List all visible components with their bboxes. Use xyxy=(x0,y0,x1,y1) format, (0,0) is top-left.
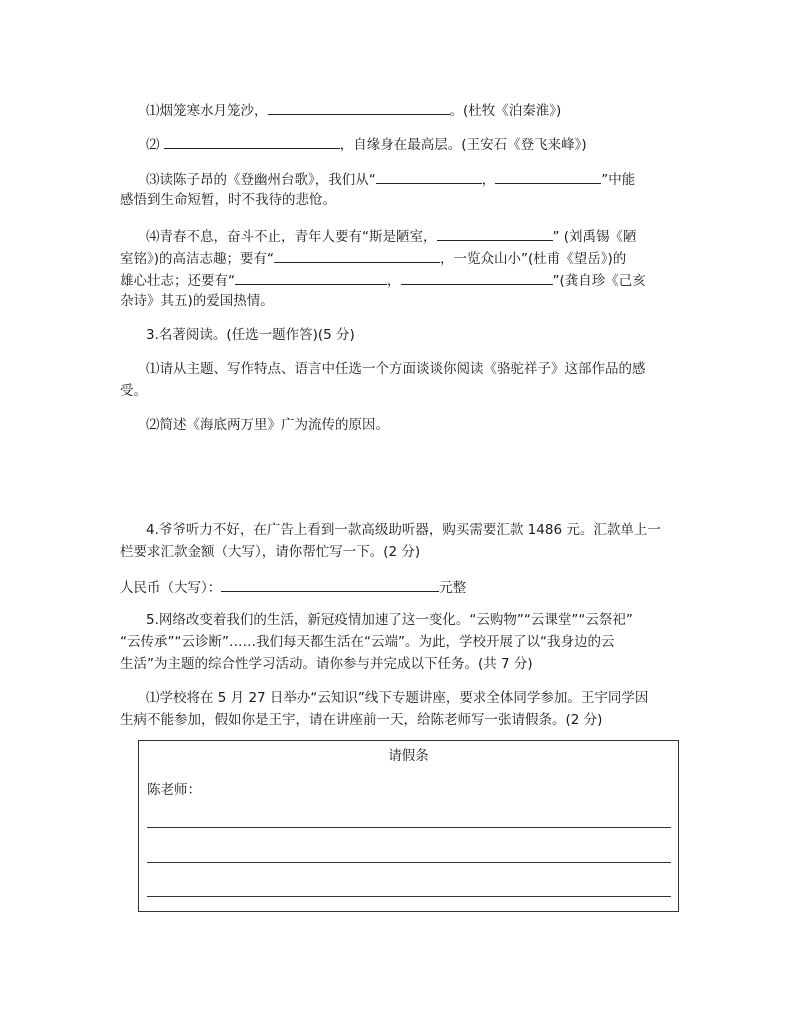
q2-item4-line2-before: 室铭》)的高洁志趣；要有“ xyxy=(120,251,275,267)
leave-note-title: 请假条 xyxy=(388,748,429,764)
answer-blank[interactable] xyxy=(268,98,450,115)
q2-item2-after: ，自缘身在最高层。(王安石《登飞来峰》) xyxy=(339,137,587,153)
answer-blank[interactable] xyxy=(437,224,553,241)
q4-answer-suffix: 元整 xyxy=(439,580,467,596)
q4-line2: 栏要求汇款金额（大写），请你帮忙写一下。(2 分) xyxy=(120,544,421,560)
q2-item1-before: ⑴烟笼寒水月笼沙， xyxy=(146,103,268,119)
writing-line[interactable] xyxy=(147,827,671,828)
leave-note-box xyxy=(138,740,679,912)
q3-sub1-line1: ⑴请从主题、写作特点、语言中任选一个方面谈谈你阅读《骆驼祥子》这部作品的感 xyxy=(146,361,646,377)
q5-sub1-line2: 生病不能参加，假如你是王宇，请在讲座前一天，给陈老师写一张请假条。(2 分) xyxy=(120,712,603,728)
q2-item3-mid: ， xyxy=(481,172,496,188)
q2-item4-line1 xyxy=(146,224,680,248)
q2-item4-line4: 杂诗》其五)的爱国热情。 xyxy=(120,293,274,309)
answer-blank[interactable] xyxy=(164,132,340,149)
answer-blank[interactable] xyxy=(495,167,601,184)
q2-item4-line3-before: 雄心壮志；还要有“ xyxy=(120,273,235,289)
q4-line1: 4.爷爷听力不好，在广告上看到一款高级助听器，购买需要汇款 1486 元。汇款单上一 xyxy=(146,522,661,538)
q2-item4-after: ” (刘禹锡《陋 xyxy=(552,229,637,245)
q2-item3-line1 xyxy=(146,167,680,191)
q2-item1-after: 。(杜牧《泊秦淮》) xyxy=(449,103,562,119)
q3-heading: 3.名著阅读。(任选一题作答)(5 分) xyxy=(146,327,355,343)
q3-sub1-line2: 受。 xyxy=(120,383,147,399)
q5-line3: 生活”为主题的综合性学习活动。请你参与并完成以下任务。(共 7 分) xyxy=(120,656,533,672)
q2-item2 xyxy=(146,132,680,156)
q2-item4-line3-after: ”(龚自珍《己亥 xyxy=(552,273,646,289)
q4-answer-prefix: 人民币（大写）： xyxy=(120,580,222,596)
answer-blank[interactable] xyxy=(274,246,440,263)
q5-line1: 5.网络改变着我们的生活，新冠疫情加速了这一变化。“云购物”“云课堂”“云祭祀” xyxy=(146,612,633,628)
q2-item1 xyxy=(146,98,680,122)
answer-blank[interactable] xyxy=(401,268,553,285)
answer-blank[interactable] xyxy=(376,167,482,184)
q2-item2-before: ⑵ xyxy=(146,137,164,153)
q2-item3-after: ”中能 xyxy=(601,172,636,188)
answer-blank[interactable] xyxy=(235,268,387,285)
q2-item3-before: ⑶读陈子昂的《登幽州台歌》，我们从“ xyxy=(146,172,376,188)
answer-blank[interactable] xyxy=(221,575,439,592)
q2-item4-before: ⑷青春不息，奋斗不止，青年人要有“斯是陋室， xyxy=(146,229,437,245)
q2-item4-line3 xyxy=(120,268,680,292)
q2-item4-line3-mid: ， xyxy=(387,273,401,289)
q4-answer-line xyxy=(120,575,680,599)
q2-item3-line2: 感悟到生命短暂，时不我待的悲怆。 xyxy=(120,192,336,208)
writing-line[interactable] xyxy=(147,862,671,863)
q2-item4-line2 xyxy=(120,246,680,270)
q2-item4-line2-after: ，一览众山小”(杜甫《望岳》)的 xyxy=(440,251,627,267)
leave-note-salutation: 陈老师： xyxy=(147,782,201,798)
q3-sub2: ⑵简述《海底两万里》广为流传的原因。 xyxy=(146,417,389,433)
q5-sub1-line1: ⑴学校将在 5 月 27 日举办“云知识”线下专题讲座，要求全体同学参加。王宇同学因 xyxy=(146,690,649,706)
writing-line[interactable] xyxy=(147,896,671,897)
q5-line2: “云传承”“云诊断”……我们每天都生活在“云端”。为此，学校开展了以“我身边的云 xyxy=(120,634,615,650)
